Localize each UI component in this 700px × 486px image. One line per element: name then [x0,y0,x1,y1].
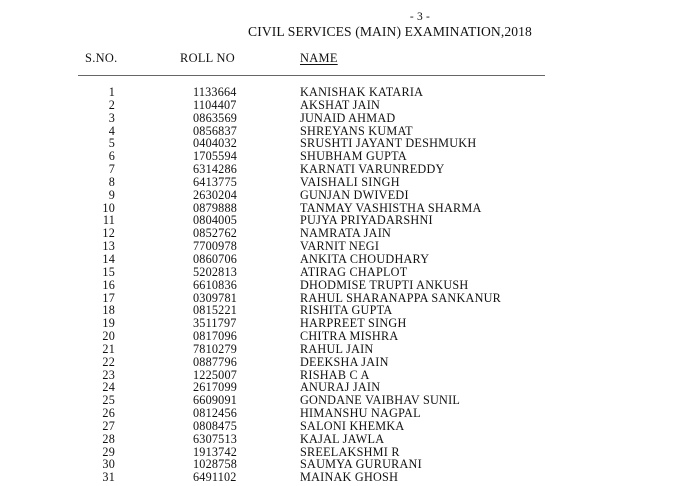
table-row [0,99,700,112]
cell-sno: 12 [102,226,115,241]
table-row [0,189,700,202]
cell-name: AKSHAT JAIN [300,97,381,112]
cell-roll-no: 0817096 [193,329,238,344]
cell-roll-no: 0812456 [193,406,238,421]
cell-roll-no: 6610836 [193,277,238,292]
cell-name: DEEKSHA JAIN [300,354,389,369]
cell-sno: 15 [102,264,115,279]
table-row [0,330,700,343]
cell-sno: 14 [102,251,115,266]
cell-roll-no: 0856837 [193,123,238,138]
cell-name: JUNAID AHMAD [300,110,396,125]
cell-roll-no: 6491102 [193,470,237,485]
cell-sno: 26 [102,406,115,421]
cell-sno: 6 [108,149,115,164]
cell-roll-no: 7810279 [193,341,238,356]
cell-name: SREELAKSHMI R [300,444,400,459]
cell-roll-no: 0404032 [193,136,238,151]
cell-roll-no: 3511797 [193,316,237,331]
cell-sno: 2 [108,97,115,112]
cell-sno: 7 [108,162,115,177]
column-header-roll-no: ROLL NO [180,51,235,65]
cell-name: SHREYANS KUMAT [300,123,413,138]
cell-sno: 17 [102,290,115,305]
cell-roll-no: 0852762 [193,226,238,241]
cell-name: HIMANSHU NAGPAL [300,406,421,421]
table-row [0,343,700,356]
cell-roll-no: 6314286 [193,162,238,177]
cell-name: DHODMISE TRUPTI ANKUSH [300,277,469,292]
cell-sno: 22 [102,354,115,369]
cell-name: ANKITA CHOUDHARY [300,251,430,266]
cell-roll-no: 1225007 [193,367,238,382]
page-title: CIVIL SERVICES (MAIN) EXAMINATION,2018 [248,24,532,39]
cell-name: RISHITA GUPTA [300,303,393,318]
cell-name: GUNJAN DWIVEDI [300,187,409,202]
cell-sno: 31 [102,470,115,485]
table-row [0,86,700,99]
cell-name: HARPREET SINGH [300,316,407,331]
cell-name: RAHUL SHARANAPPA SANKANUR [300,290,502,305]
cell-name: ATIRAG CHAPLOT [300,264,408,279]
cell-roll-no: 2617099 [193,380,238,395]
header-divider-rule [78,75,545,76]
cell-sno: 25 [102,393,115,408]
table-row [0,356,700,369]
cell-sno: 20 [102,329,115,344]
cell-name: TANMAY VASHISTHA SHARMA [300,200,482,215]
cell-roll-no: 6609091 [193,393,238,408]
cell-roll-no: 1133664 [193,85,237,99]
cell-sno: 10 [102,200,115,215]
cell-name: RISHAB C A [300,367,370,382]
cell-sno: 19 [102,316,115,331]
table-row [0,266,700,279]
table-row [0,420,700,433]
cell-sno: 8 [108,174,115,189]
cell-name: ANURAJ JAIN [300,380,381,395]
table-row [0,471,700,484]
page-number-marker: - 3 - [409,11,431,23]
cell-roll-no: 1104407 [193,97,237,112]
table-column-headers [0,51,700,67]
table-row [0,279,700,292]
cell-sno: 21 [102,341,115,356]
cell-name: NAMRATA JAIN [300,226,392,241]
cell-name: VAISHALI SINGH [300,174,400,189]
cell-name: KAJAL JAWLA [300,431,385,446]
cell-sno: 9 [108,187,115,202]
cell-sno: 11 [102,213,115,228]
table-row [0,407,700,420]
cell-sno: 13 [102,239,115,254]
cell-roll-no: 0879888 [193,200,238,215]
cell-sno: 24 [102,380,115,395]
cell-roll-no: 0808475 [193,418,238,433]
table-row [0,112,700,125]
cell-roll-no: 0863569 [193,110,238,125]
cell-sno: 23 [102,367,115,382]
cell-sno: 30 [102,457,115,472]
cell-name: RAHUL JAIN [300,341,374,356]
cell-name: SAUMYA GURURANI [300,457,422,472]
cell-sno: 27 [102,418,115,433]
cell-name: PUJYA PRIYADARSHNI [300,213,433,228]
cell-sno: 29 [102,444,115,459]
cell-roll-no: 0860706 [193,251,238,266]
cell-roll-no: 6413775 [193,174,238,189]
cell-name: SALONI KHEMKA [300,418,405,433]
cell-roll-no: 5202813 [193,264,238,279]
cell-name: KARNATI VARUNREDDY [300,162,445,177]
cell-roll-no: 0804005 [193,213,238,228]
cell-name: KANISHAK KATARIA [300,85,424,99]
cell-name: MAINAK GHOSH [300,470,399,485]
cell-roll-no: 6307513 [193,431,238,446]
column-header-sno: S.NO. [85,51,118,65]
cell-roll-no: 0815221 [193,303,238,318]
cell-sno: 5 [108,136,115,151]
cell-name: VARNIT NEGI [300,239,380,254]
cell-name: GONDANE VAIBHAV SUNIL [300,393,461,408]
column-header-name: NAME [300,51,338,65]
cell-name: CHITRA MISHRA [300,329,399,344]
cell-sno: 16 [102,277,115,292]
cell-sno: 1 [108,85,115,99]
cell-roll-no: 2630204 [193,187,238,202]
table-row [0,176,700,189]
cell-roll-no: 1028758 [193,457,238,472]
cell-sno: 18 [102,303,115,318]
cell-name: SRUSHTI JAYANT DESHMUKH [300,136,477,151]
table-row [0,163,700,176]
results-table-body [0,86,700,484]
cell-sno: 28 [102,431,115,446]
cell-sno: 4 [108,123,115,138]
table-row [0,433,700,446]
cell-roll-no: 1913742 [193,444,238,459]
cell-name: SHUBHAM GUPTA [300,149,407,164]
cell-roll-no: 0887796 [193,354,238,369]
cell-roll-no: 7700978 [193,239,238,254]
cell-sno: 3 [108,110,115,125]
cell-roll-no: 0309781 [193,290,238,305]
table-row [0,253,700,266]
cell-roll-no: 1705594 [193,149,238,164]
